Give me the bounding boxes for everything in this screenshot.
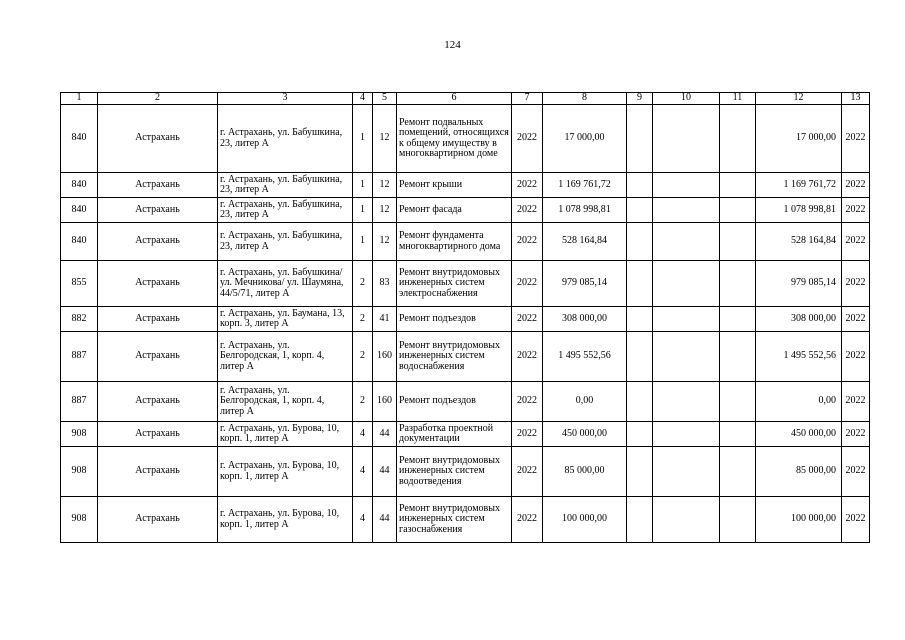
table-cell-c6: Разработка проектной документации: [397, 422, 512, 447]
table-cell-c6: Ремонт внутридомовых инженерных систем водоотведения: [397, 447, 512, 497]
table-row: [61, 307, 870, 332]
table-cell-c7: 2022: [512, 447, 543, 497]
table-cell-c4: 4: [353, 422, 373, 447]
table-cell-c1: 908: [61, 497, 98, 543]
table-cell-c2: Астрахань: [98, 223, 218, 261]
table-cell-c6: Ремонт подъездов: [397, 307, 512, 332]
table-row: [61, 223, 870, 261]
table-cell-c5: 12: [373, 198, 397, 223]
table-cell-c7: 2022: [512, 223, 543, 261]
table-cell-c7: 2022: [512, 173, 543, 198]
table-cell-c8: 100 000,00: [543, 497, 627, 543]
table-cell-c9: [627, 307, 653, 332]
table-cell-c10: [653, 307, 720, 332]
table-cell-c8: 450 000,00: [543, 422, 627, 447]
table-cell-c11: [720, 105, 756, 173]
table-cell-c9: [627, 422, 653, 447]
table-cell-c6: Ремонт внутридомовых инженерных систем газоснабжения: [397, 497, 512, 543]
table-cell-c1: 840: [61, 198, 98, 223]
column-header: 5: [373, 93, 397, 105]
table-cell-c2: Астрахань: [98, 497, 218, 543]
table-cell-c1: 908: [61, 447, 98, 497]
column-header: 1: [61, 93, 98, 105]
table-row: [61, 497, 870, 543]
table-cell-c6: Ремонт внутридомовых инженерных систем водоснабжения: [397, 332, 512, 382]
table-cell-c6: Ремонт крыши: [397, 173, 512, 198]
table-cell-c7: 2022: [512, 105, 543, 173]
table-cell-c10: [653, 261, 720, 307]
table-cell-c10: [653, 173, 720, 198]
table-row: [61, 332, 870, 382]
table-cell-c8: 17 000,00: [543, 105, 627, 173]
table-row: [61, 382, 870, 422]
table-cell-c10: [653, 332, 720, 382]
table-cell-c13: 2022: [842, 198, 870, 223]
table-cell-c2: Астрахань: [98, 422, 218, 447]
table-row: [61, 422, 870, 447]
table-cell-c9: [627, 105, 653, 173]
table-cell-c12: 979 085,14: [756, 261, 842, 307]
table-cell-c3: г. Астрахань, ул. Бурова, 10, корп. 1, литер А: [218, 497, 353, 543]
table-cell-c9: [627, 332, 653, 382]
table-row: [61, 173, 870, 198]
table-cell-c8: 1 078 998,81: [543, 198, 627, 223]
table-cell-c2: Астрахань: [98, 307, 218, 332]
column-header: 4: [353, 93, 373, 105]
table-cell-c3: г. Астрахань, ул. Бурова, 10, корп. 1, литер А: [218, 447, 353, 497]
table-cell-c2: Астрахань: [98, 105, 218, 173]
table-cell-c7: 2022: [512, 422, 543, 447]
column-header: 9: [627, 93, 653, 105]
table-cell-c12: 1 078 998,81: [756, 198, 842, 223]
column-header: 10: [653, 93, 720, 105]
table-cell-c13: 2022: [842, 261, 870, 307]
table-row: [61, 261, 870, 307]
table-cell-c4: 2: [353, 261, 373, 307]
table-cell-c5: 160: [373, 382, 397, 422]
table-cell-c5: 44: [373, 447, 397, 497]
table-cell-c12: 85 000,00: [756, 447, 842, 497]
table-cell-c11: [720, 307, 756, 332]
table-row: [61, 105, 870, 173]
table-cell-c1: 882: [61, 307, 98, 332]
table-cell-c5: 12: [373, 105, 397, 173]
table-cell-c12: 308 000,00: [756, 307, 842, 332]
table-cell-c7: 2022: [512, 307, 543, 332]
column-header: 8: [543, 93, 627, 105]
table-cell-c13: 2022: [842, 382, 870, 422]
table-cell-c1: 908: [61, 422, 98, 447]
table-cell-c5: 83: [373, 261, 397, 307]
table-cell-c3: г. Астрахань, ул. Белгородская, 1, корп. 4, литер А: [218, 332, 353, 382]
table-cell-c11: [720, 382, 756, 422]
column-header: 11: [720, 93, 756, 105]
table-cell-c9: [627, 261, 653, 307]
table-cell-c13: 2022: [842, 223, 870, 261]
table-cell-c11: [720, 198, 756, 223]
table-cell-c4: 2: [353, 332, 373, 382]
table-cell-c11: [720, 173, 756, 198]
table-cell-c6: Ремонт внутридомовых инженерных систем электроснабжения: [397, 261, 512, 307]
table-cell-c6: Ремонт подвальных помещений, относящихся к общему имуществу в многоквартирном доме: [397, 105, 512, 173]
table-cell-c6: Ремонт фундамента многоквартирного дома: [397, 223, 512, 261]
table-cell-c4: 2: [353, 382, 373, 422]
table-cell-c5: 12: [373, 173, 397, 198]
table-cell-c11: [720, 422, 756, 447]
table-cell-c1: 840: [61, 223, 98, 261]
table-cell-c9: [627, 198, 653, 223]
repair-schedule-table: [60, 92, 870, 543]
table-cell-c5: 41: [373, 307, 397, 332]
table-cell-c2: Астрахань: [98, 382, 218, 422]
column-header: 2: [98, 93, 218, 105]
table-cell-c10: [653, 382, 720, 422]
table-cell-c12: 1 495 552,56: [756, 332, 842, 382]
table-cell-c2: Астрахань: [98, 447, 218, 497]
table-cell-c8: 1 169 761,72: [543, 173, 627, 198]
table-cell-c9: [627, 223, 653, 261]
table-cell-c1: 855: [61, 261, 98, 307]
table-cell-c9: [627, 382, 653, 422]
table-cell-c6: Ремонт подъездов: [397, 382, 512, 422]
table-cell-c2: Астрахань: [98, 332, 218, 382]
table-cell-c13: 2022: [842, 307, 870, 332]
table-cell-c4: 4: [353, 497, 373, 543]
table-cell-c8: 85 000,00: [543, 447, 627, 497]
table-cell-c4: 1: [353, 173, 373, 198]
table-cell-c8: 1 495 552,56: [543, 332, 627, 382]
table-cell-c12: 0,00: [756, 382, 842, 422]
table-cell-c5: 44: [373, 422, 397, 447]
table-cell-c3: г. Астрахань, ул. Бабушкина, 23, литер А: [218, 173, 353, 198]
table-cell-c12: 1 169 761,72: [756, 173, 842, 198]
column-header: 6: [397, 93, 512, 105]
table-cell-c4: 1: [353, 223, 373, 261]
table-cell-c9: [627, 497, 653, 543]
table-row: [61, 447, 870, 497]
table-cell-c7: 2022: [512, 198, 543, 223]
column-header: 3: [218, 93, 353, 105]
table-cell-c10: [653, 105, 720, 173]
table-cell-c10: [653, 447, 720, 497]
table-cell-c5: 44: [373, 497, 397, 543]
table-cell-c8: 0,00: [543, 382, 627, 422]
table-cell-c7: 2022: [512, 497, 543, 543]
table-cell-c12: 100 000,00: [756, 497, 842, 543]
table-cell-c13: 2022: [842, 105, 870, 173]
table-cell-c11: [720, 261, 756, 307]
table-cell-c5: 12: [373, 223, 397, 261]
table-cell-c1: 887: [61, 382, 98, 422]
table-cell-c12: 528 164,84: [756, 223, 842, 261]
column-header: 13: [842, 93, 870, 105]
column-number-header: [61, 93, 870, 105]
table-cell-c2: Астрахань: [98, 173, 218, 198]
table-cell-c5: 160: [373, 332, 397, 382]
table-cell-c2: Астрахань: [98, 261, 218, 307]
table-cell-c10: [653, 223, 720, 261]
table-cell-c1: 840: [61, 105, 98, 173]
table-cell-c13: 2022: [842, 173, 870, 198]
table-cell-c11: [720, 497, 756, 543]
table-cell-c13: 2022: [842, 447, 870, 497]
table-cell-c4: 1: [353, 198, 373, 223]
table-cell-c7: 2022: [512, 382, 543, 422]
table-cell-c3: г. Астрахань, ул. Бабушкина, 23, литер А: [218, 105, 353, 173]
table-cell-c8: 528 164,84: [543, 223, 627, 261]
table-cell-c3: г. Астрахань, ул. Бабушкина/ ул. Мечникова/ ул. Шаумяна, 44/5/71, литер А: [218, 261, 353, 307]
table-cell-c10: [653, 198, 720, 223]
table-cell-c4: 1: [353, 105, 373, 173]
table-cell-c13: 2022: [842, 332, 870, 382]
table-cell-c7: 2022: [512, 332, 543, 382]
column-header: 7: [512, 93, 543, 105]
table-cell-c1: 840: [61, 173, 98, 198]
table-cell-c12: 17 000,00: [756, 105, 842, 173]
table-cell-c13: 2022: [842, 422, 870, 447]
page-number: 124: [444, 39, 461, 51]
table-row: [61, 198, 870, 223]
table-cell-c2: Астрахань: [98, 198, 218, 223]
table-cell-c8: 979 085,14: [543, 261, 627, 307]
table-cell-c3: г. Астрахань, ул. Бабушкина, 23, литер А: [218, 198, 353, 223]
table-cell-c3: г. Астрахань, ул. Бурова, 10, корп. 1, литер А: [218, 422, 353, 447]
table-cell-c13: 2022: [842, 497, 870, 543]
table-cell-c12: 450 000,00: [756, 422, 842, 447]
column-header: 12: [756, 93, 842, 105]
table-cell-c10: [653, 497, 720, 543]
table-cell-c3: г. Астрахань, ул. Бабушкина, 23, литер А: [218, 223, 353, 261]
table-cell-c11: [720, 332, 756, 382]
table-cell-c11: [720, 223, 756, 261]
table-cell-c9: [627, 447, 653, 497]
table-cell-c1: 887: [61, 332, 98, 382]
table-cell-c11: [720, 447, 756, 497]
table-cell-c4: 2: [353, 307, 373, 332]
table-cell-c9: [627, 173, 653, 198]
table-cell-c6: Ремонт фасада: [397, 198, 512, 223]
table-cell-c4: 4: [353, 447, 373, 497]
table-cell-c3: г. Астрахань, ул. Белгородская, 1, корп. 4, литер А: [218, 382, 353, 422]
table-cell-c3: г. Астрахань, ул. Баумана, 13, корп. 3, литер А: [218, 307, 353, 332]
table-body: [61, 93, 870, 543]
table-cell-c7: 2022: [512, 261, 543, 307]
table-cell-c8: 308 000,00: [543, 307, 627, 332]
table-cell-c10: [653, 422, 720, 447]
